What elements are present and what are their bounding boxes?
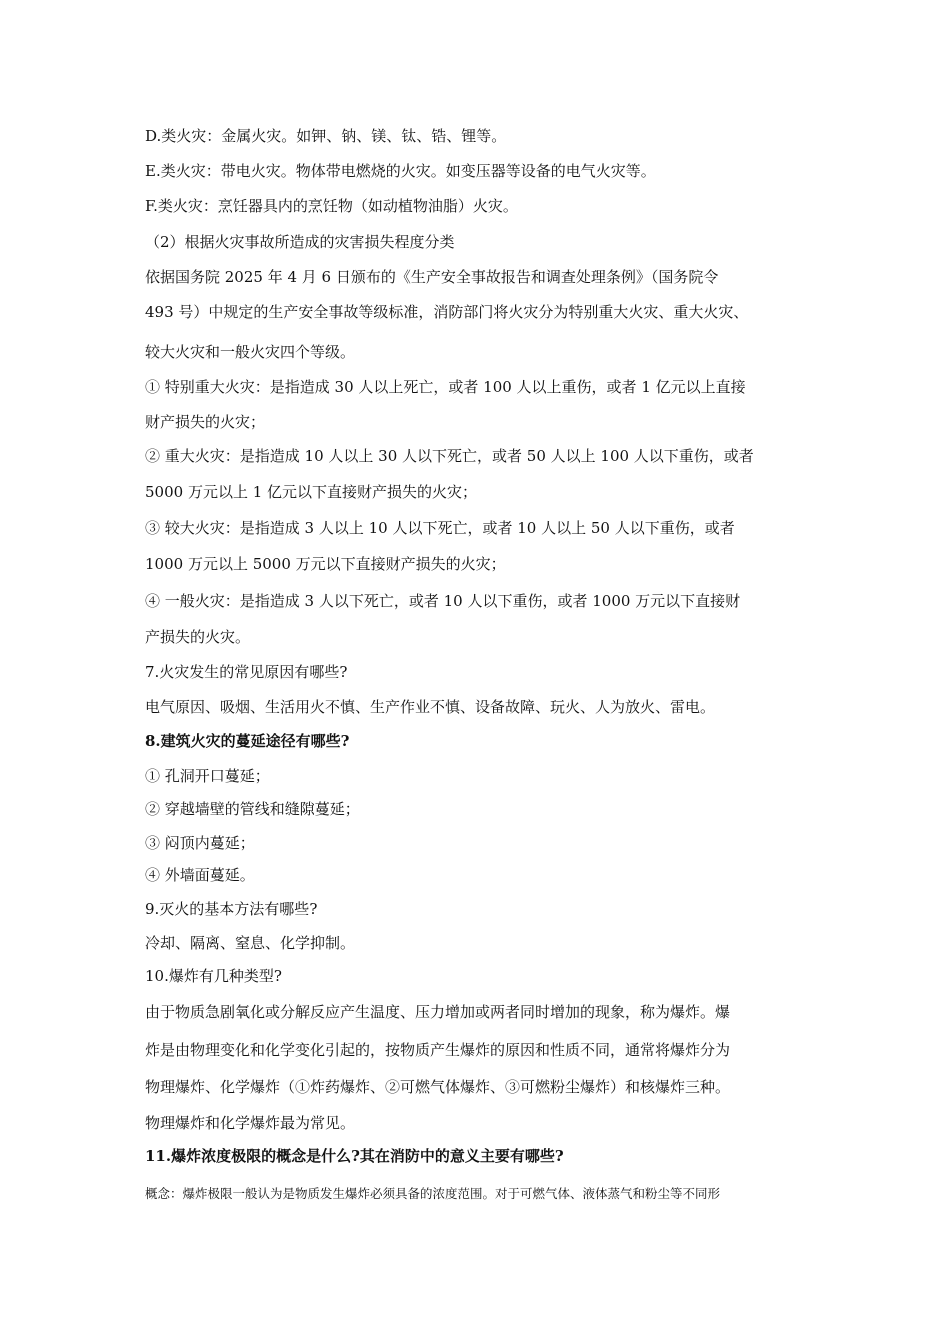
regulation-text-line-1: 依据国务院 2025 年 4 月 6 日颁布的《生产安全事故报告和调查处理条例》（国务院令: [145, 268, 719, 286]
question-8-item-3: ③ 闷顶内蔓延；: [145, 834, 255, 852]
question-7-heading: 7.火灾发生的常见原因有哪些?: [145, 663, 348, 681]
question-9-answer: 冷却、隔离、窒息、化学抑制。: [145, 934, 356, 952]
major-fire-line-1: ② 重大火灾：是指造成 10 人以上 30 人以下死亡，或者 50 人以上 100 人以下重伤，或者: [145, 447, 754, 465]
question-9-heading: 9.灭火的基本方法有哪些?: [145, 900, 318, 918]
class-f-fire-line: F.类火灾：烹饪器具内的烹饪物（如动植物油脂）火灾。: [145, 197, 518, 215]
class-d-fire-line: D.类火灾：金属火灾。如钾、钠、镁、钛、锆、锂等。: [145, 127, 507, 145]
regulation-text-line-2: 493 号）中规定的生产安全事故等级标准，消防部门将火灾分为特别重大火灾、重大火灾、: [145, 303, 749, 321]
major-fire-line-2: 5000 万元以上 1 亿元以下直接财产损失的火灾；: [145, 483, 478, 501]
question-10-heading: 10.爆炸有几种类型?: [145, 967, 282, 985]
question-10-answer-line-3: 物理爆炸、化学爆炸（①炸药爆炸、②可燃气体爆炸、③可燃粉尘爆炸）和核爆炸三种。: [145, 1078, 731, 1096]
question-8-item-4: ④ 外墙面蔓延。: [145, 866, 255, 884]
question-11-concept-line: 概念：爆炸极限一般认为是物质发生爆炸必须具备的浓度范围。对于可燃气体、液体蒸气和粉尘等不同形: [145, 1186, 721, 1201]
general-fire-line-2: 产损失的火灾。: [145, 628, 251, 646]
question-7-answer: 电气原因、吸烟、生活用火不慎、生产作业不慎、设备故障、玩火、人为放火、雷电。: [145, 698, 716, 716]
question-8-item-1: ① 孔洞开口蔓延；: [145, 767, 270, 785]
loss-classification-heading: （2）根据火灾事故所造成的灾害损失程度分类: [145, 233, 455, 251]
extraordinary-fire-line-1: ① 特别重大火灾：是指造成 30 人以上死亡，或者 100 人以上重伤，或者 1 亿元以上直接: [145, 378, 746, 396]
regulation-text-line-3: 较大火灾和一般火灾四个等级。: [145, 343, 356, 361]
question-11-heading: 11.爆炸浓度极限的概念是什么?其在消防中的意义主要有哪些?: [145, 1147, 564, 1165]
general-fire-line-1: ④ 一般火灾：是指造成 3 人以下死亡，或者 10 人以下重伤，或者 1000 万元以下直接财: [145, 592, 741, 610]
large-fire-line-2: 1000 万元以上 5000 万元以下直接财产损失的火灾；: [145, 555, 506, 573]
extraordinary-fire-line-2: 财产损失的火灾；: [145, 413, 266, 431]
question-10-answer-line-2: 炸是由物理变化和化学变化引起的，按物质产生爆炸的原因和性质不同，通常将爆炸分为: [145, 1041, 731, 1059]
question-10-answer-line-1: 由于物质急剧氧化或分解反应产生温度、压力增加或两者同时增加的现象，称为爆炸。爆: [145, 1003, 731, 1021]
question-8-heading: 8.建筑火灾的蔓延途径有哪些?: [145, 732, 350, 750]
class-e-fire-line: E.类火灾：带电火灾。物体带电燃烧的火灾。如变压器等设备的电气火灾等。: [145, 162, 656, 180]
large-fire-line-1: ③ 较大火灾：是指造成 3 人以上 10 人以下死亡，或者 10 人以上 50 人以下重伤，或者: [145, 519, 735, 537]
question-8-item-2: ② 穿越墙壁的管线和缝隙蔓延；: [145, 800, 360, 818]
question-10-answer-line-4: 物理爆炸和化学爆炸最为常见。: [145, 1114, 356, 1132]
